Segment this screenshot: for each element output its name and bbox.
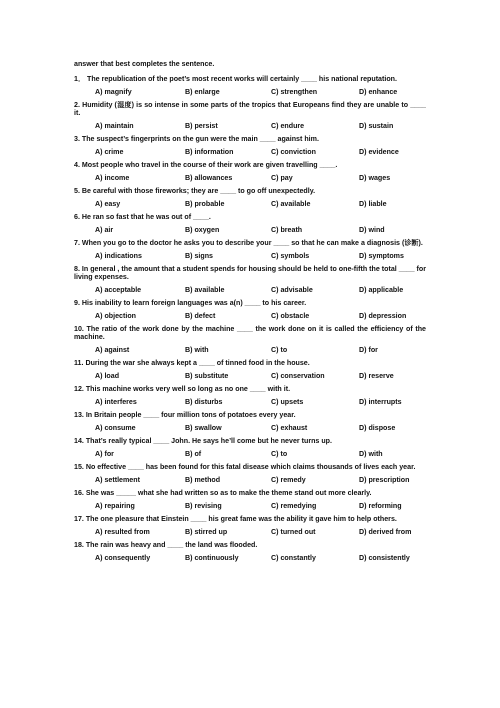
answer-option: B) persist — [185, 122, 218, 130]
answer-option: B) continuously — [185, 554, 239, 562]
answer-option: D) evidence — [359, 148, 399, 156]
answer-option: A) acceptable — [95, 286, 142, 294]
question-stem: 12. This machine works very well so long as no one ____ with it. — [74, 385, 291, 393]
answer-option: D) prescription — [359, 476, 410, 484]
answer-options — [74, 122, 426, 130]
answer-option: A) indications — [95, 252, 142, 260]
answer-options — [74, 554, 426, 562]
question-item — [74, 541, 426, 562]
question-stem: 1． The republication of the poet’s most recent works will certainly ____ his national reputation. — [74, 75, 397, 83]
answer-option: C) turned out — [271, 528, 316, 536]
answer-options — [74, 312, 426, 320]
answer-option: D) with — [359, 450, 383, 458]
answer-option: A) magnify — [95, 88, 132, 96]
question-item — [74, 325, 426, 354]
answer-option: C) conservation — [271, 372, 325, 380]
answer-option: C) obstacle — [271, 312, 310, 320]
answer-option: C) remedy — [271, 476, 306, 484]
answer-option: D) depression — [359, 312, 407, 320]
question-stem: 9. His inability to learn foreign languages was a(n) ____ to his career. — [74, 299, 307, 307]
question-item — [74, 135, 426, 156]
question-item — [74, 299, 426, 320]
question-item — [74, 187, 426, 208]
answer-option: C) advisable — [271, 286, 313, 294]
answer-option: A) for — [95, 450, 114, 458]
question-item — [74, 213, 426, 234]
answer-option: A) objection — [95, 312, 136, 320]
question-item — [74, 515, 426, 536]
answer-options — [74, 476, 426, 484]
answer-option: A) consume — [95, 424, 136, 432]
question-stem: 14. That’s really typical ____ John. He says he’ll come but he never turns up. — [74, 437, 332, 445]
question-stem: 8. In general , the amount that a student spends for housing should be held to one-fifth the total ____ for living expenses. — [74, 265, 426, 281]
question-item — [74, 437, 426, 458]
answer-option: A) income — [95, 174, 130, 182]
answer-option: A) repairing — [95, 502, 135, 510]
instruction-text: answer that best completes the sentence. — [74, 60, 215, 68]
answer-options — [74, 252, 426, 260]
answer-option: B) signs — [185, 252, 213, 260]
answer-option: D) reforming — [359, 502, 402, 510]
question-list — [74, 75, 426, 562]
question-stem: 2. Humidity (湿度) is so intense in some parts of the tropics that Europeans find they are unable to ____ it. — [74, 101, 426, 117]
answer-options — [74, 502, 426, 510]
answer-option: D) for — [359, 346, 378, 354]
answer-option: C) upsets — [271, 398, 304, 406]
answer-options — [74, 148, 426, 156]
question-stem: 6. He ran so fast that he was out of ____. — [74, 213, 211, 221]
answer-option: B) oxygen — [185, 226, 220, 234]
answer-options — [74, 174, 426, 182]
answer-option: C) exhaust — [271, 424, 308, 432]
answer-options — [74, 424, 426, 432]
answer-option: B) substitute — [185, 372, 229, 380]
answer-option: A) settlement — [95, 476, 140, 484]
question-item — [74, 265, 426, 294]
answer-option: D) applicable — [359, 286, 404, 294]
question-item — [74, 239, 426, 260]
answer-option: B) information — [185, 148, 234, 156]
answer-option: B) probable — [185, 200, 225, 208]
answer-option: A) easy — [95, 200, 121, 208]
question-item — [74, 75, 426, 96]
answer-options — [74, 372, 426, 380]
answer-option: D) consistently — [359, 554, 410, 562]
answer-option: B) with — [185, 346, 209, 354]
answer-option: D) liable — [359, 200, 387, 208]
answer-option: D) enhance — [359, 88, 398, 96]
answer-option: A) crime — [95, 148, 124, 156]
answer-option: C) pay — [271, 174, 293, 182]
answer-option: D) wages — [359, 174, 391, 182]
question-item — [74, 411, 426, 432]
answer-option: A) resulted from — [95, 528, 150, 536]
answer-option: B) allowances — [185, 174, 233, 182]
answer-option: B) of — [185, 450, 202, 458]
answer-option: B) disturbs — [185, 398, 223, 406]
answer-option: A) against — [95, 346, 130, 354]
answer-option: C) symbols — [271, 252, 310, 260]
answer-option: C) endure — [271, 122, 305, 130]
answer-option: C) to — [271, 346, 288, 354]
question-stem: 15. No effective ____ has been found for this fatal disease which claims thousands of lives each year. — [74, 463, 416, 471]
answer-options — [74, 88, 426, 96]
answer-option: B) available — [185, 286, 225, 294]
answer-option: B) defect — [185, 312, 216, 320]
question-item — [74, 101, 426, 130]
answer-option: C) breath — [271, 226, 303, 234]
answer-option: C) available — [271, 200, 311, 208]
answer-option: B) method — [185, 476, 221, 484]
question-stem: 17. The one pleasure that Einstein ____ his great fame was the ability it gave him to help others. — [74, 515, 397, 523]
answer-option: D) derived from — [359, 528, 412, 536]
answer-option: C) constantly — [271, 554, 316, 562]
answer-option: A) interferes — [95, 398, 137, 406]
question-sheet — [74, 60, 426, 567]
answer-options — [74, 226, 426, 234]
answer-option: D) reserve — [359, 372, 394, 380]
answer-option: B) swallow — [185, 424, 222, 432]
question-stem: 5. Be careful with those fireworks; they are ____ to go off unexpectedly. — [74, 187, 316, 195]
answer-option: A) air — [95, 226, 114, 234]
question-item — [74, 359, 426, 380]
answer-option: C) conviction — [271, 148, 316, 156]
answer-options — [74, 200, 426, 208]
answer-option: A) consequently — [95, 554, 151, 562]
question-stem: 4. Most people who travel in the course of their work are given travelling ____. — [74, 161, 338, 169]
question-stem: 7. When you go to the doctor he asks you to describe your ____ so that he can make a diagnosis (诊断). — [74, 239, 423, 247]
answer-options — [74, 346, 426, 354]
question-stem: 13. In Britain people ____ four million tons of potatoes every year. — [74, 411, 296, 419]
question-item — [74, 463, 426, 484]
question-item — [74, 161, 426, 182]
question-item — [74, 489, 426, 510]
question-stem: 16. She was _____ what she had written so as to make the theme stand out more clearly. — [74, 489, 372, 497]
answer-option: B) enlarge — [185, 88, 220, 96]
answer-option: C) strengthen — [271, 88, 318, 96]
answer-options — [74, 450, 426, 458]
answer-option: A) maintain — [95, 122, 134, 130]
question-stem: 18. The rain was heavy and ____ the land was flooded. — [74, 541, 258, 549]
question-stem: 3. The suspect’s fingerprints on the gun were the main ____ against him. — [74, 135, 319, 143]
answer-options — [74, 286, 426, 294]
question-stem: 10. The ratio of the work done by the machine ____ the work done on it is called the efficiency of the machine. — [74, 325, 426, 341]
answer-option: A) load — [95, 372, 120, 380]
answer-option: D) symptoms — [359, 252, 404, 260]
question-item — [74, 385, 426, 406]
answer-option: D) interrupts — [359, 398, 402, 406]
answer-option: B) revising — [185, 502, 222, 510]
answer-options — [74, 528, 426, 536]
answer-option: D) sustain — [359, 122, 394, 130]
answer-option: B) stirred up — [185, 528, 228, 536]
answer-option: D) dispose — [359, 424, 396, 432]
answer-options — [74, 398, 426, 406]
answer-option: C) to — [271, 450, 288, 458]
answer-option: D) wind — [359, 226, 385, 234]
answer-option: C) remedying — [271, 502, 317, 510]
question-stem: 11. During the war she always kept a ____ of tinned food in the house. — [74, 359, 310, 367]
